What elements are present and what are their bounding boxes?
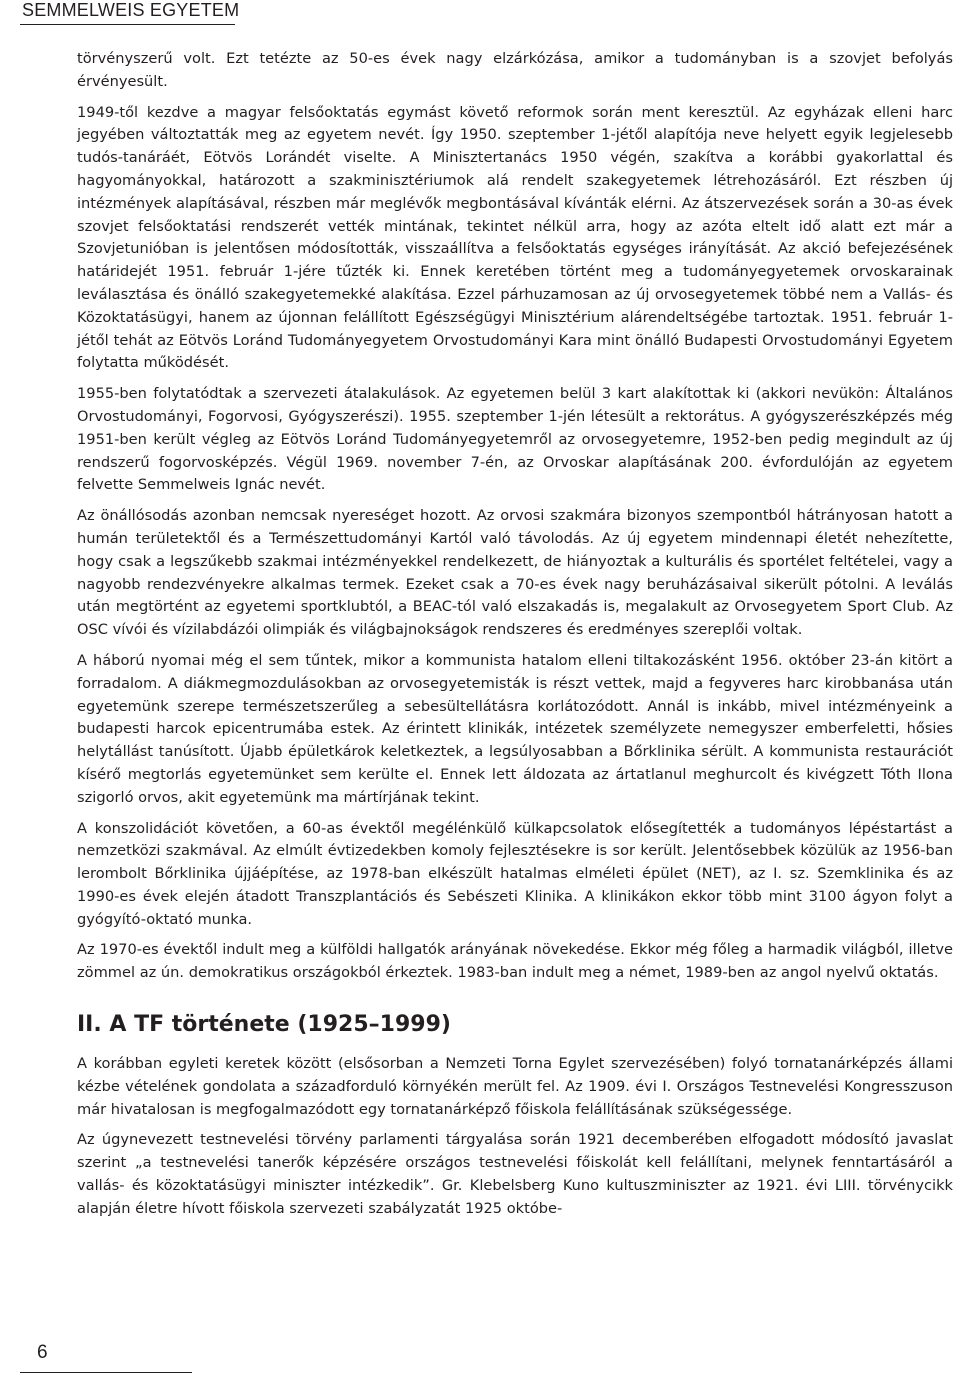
paragraph-4: Az önállósodás azonban nemcsak nyereséget hozott. Az orvosi szakmára bizonyos szempontból hátrányosan hatott a humán területektől és a Természettudományi Kartól való távolodás. Az új egyetem mindennapi életét nehezítette, hogy csak a legszűkebb szakmai intézményekkel rendelkezett, de hiányoztak a kulturális és sportélet feltételei, vagy a nagyobb rendezvényekre alkalmas termek. Ezeket csak a 70-es évek nagy beruházásaival sikerült pótolni. A leválás után megtörtént az egyetemi sportklubtól, a BEAC-tól való elszakadás is, megalakult az Orvosegyetem Sport Club. Az OSC vívói és vízilabdázói olimpiák és világbajnokságok rendszeres és eredményes szereplői voltak.	[77, 507, 953, 639]
section-paragraph-1: A korábban egyleti keretek között (elsősorban a Nemzeti Torna Egylet szervezésében) folyó tornatanárképzés állami kézbe vételének gondolata a századforduló környékén merült fel. Az 1909. évi I. Országos Testnevelési Kongresszuson már hivatalosan is megfogalmazódott egy tornatanárképző főiskola felállításának szükségessége.	[77, 1055, 953, 1118]
header-rule	[20, 24, 235, 25]
paragraph-3: 1955-ben folytatódtak a szervezeti átalakulások. Az egyetemen belül 3 kart alakítottak ki (akkori nevükön: Általános Orvostudományi, Fogorvosi, Gyógyszerészi). 1955. szeptember 1-jén létesült a rektorátus. A gyógyszerészképzés még 1951-ben került végleg az Eötvös Loránd Tudományegyetemről az orvosegyetemre, 1952-ben pedig megindult az új rendszerű fogorvosképzés. Végül 1969. november 7-én, az Orvoskar alapításának 200. évfordulóján az egyetem felvette Semmelweis Ignác nevét.	[77, 385, 953, 494]
page-number: 6	[37, 1342, 48, 1363]
section-heading: II. A TF története (1925–1999)	[77, 1012, 451, 1038]
footer-rule	[20, 1372, 192, 1373]
paragraph-7: Az 1970-es évektől indult meg a külföldi hallgatók arányának növekedése. Ekkor még főleg a harmadik világból, illetve zömmel az ún. demokratikus országokból érkeztek. 1983-ban indult meg a német, 1989-ben az angol nyelvű oktatás.	[77, 941, 953, 982]
paragraph-6: A konszolidációt követően, a 60-as évektől megélénkülő külkapcsolatok elősegítették a tudományos lépéstartást a nemzetközi szakmával. Az elmúlt évtizedekben komoly fejlesztésekre is sor került. Jelentősebbek közülük az 1956-ban lerombolt Bőrklinika újjáépítése, az 1978-ban elkészült hatalmas elméleti épület (NET), az I. sz. Szemklinika és az 1990-es évek elején átadott Transzplantációs és Sebészeti Klinika. A klinikákon ekkor több mint 3100 ágyon folyt a gyógyító-oktató munka.	[77, 819, 953, 928]
paragraph-1: törvényszerű volt. Ezt tetézte az 50-es évek nagy elzárkózása, amikor a tudományban is a szovjet befolyás érvényesült.	[77, 50, 953, 90]
paragraph-5: A háború nyomai még el sem tűntek, mikor a kommunista hatalom elleni tiltakozásként 1956. október 23-án kitört a forradalom. A diákmegmozdulásokban az orvosegyetemisták is részt vettek, majd a fegyveres harc kirobbanása után egyetemünk szerepe természetszerűleg a sebesültellátásra korlátozódott. Annál is inkább, mivel intézményeink a budapesti harcok epicentrumába estek. Az érintett klinikák, intézetek személyzete nemegyszer emberfeletti, hősies helytállást tanúsított. Újabb épületkárok keletkeztek, a legsúlyosabban a Bőrklinika sérült. A kommunista restaurációt kísérő megtorlás egyetemünket sem kerülte el. Ennek lett áldozata az ártatlanul meghurcolt és kivégzett Tóth Ilona szigorló orvos, akit egyetemünk ma mártírjának tekint.	[77, 651, 953, 806]
section-paragraph-2: Az úgynevezett testnevelési törvény parlamenti tárgyalása során 1921 decemberében elfogadott módosító javaslat szerint „a testnevelési tanerők képzésére országos testnevelési főiskolát kell felállítani, melynek fenntartásáról a vallás- és közoktatásügyi miniszter intézkedik”. Gr. Klebelsberg Kuno kultuszminiszter az 1921. évi LIII. törvénycikk alapján életre hívott főiskola szervezeti szabályzatát 1925 októbe-	[77, 1131, 953, 1217]
paragraph-2: 1949-től kezdve a magyar felsőoktatás egymást követő reformok során ment keresztül. Az egyházak elleni harc jegyében változtatták meg az egyetem nevét. Így 1950. szeptember 1-jétől alapítója neve helyett egyik legjelesebb tudós-tanáráét, Eötvös Lorándét viselte. A Minisztertanács 1950 végén, szakítva a korábbi gyakorlattal és hagyományokkal, határozott a szakminisztériumok alá rendelt szakegyetemek létrehozásáról. Ezt részben új intézmények alapításával, részben már meglévők megbontásával kívánták elérni. Az átszervezések során a 30-as évek szovjet felsőoktatási rendszerét vették mintának, tekintet nélkül arra, hogy az azóta eltelt idő alatt ezt már a Szovjetunióban is jelentősen módosították, visszaállítva a felsőoktatás egységes irányítását. Az akció befejezésének határidejét 1951. február 1-jére tűzték ki. Ennek keretében történt meg a tudományegyetemek orvoskarainak leválasztása és önálló szakegyetemekké alakítása. Ezzel párhuzamosan az új orvosegyetemek többé nem a Vallás- és Közoktatásügyi, hanem az újonnan felállított Egészségügyi Minisztérium alárendeltségébe tartoztak. 1951. február 1-jétől tehát az Eötvös Loránd Tudományegyetem Orvostudományi Kara mint önálló Budapesti Orvostudományi Egyetem folytatta működését.	[77, 103, 953, 372]
running-header: SEMMELWEIS EGYETEM	[22, 0, 240, 20]
page-body	[77, 48, 953, 1229]
